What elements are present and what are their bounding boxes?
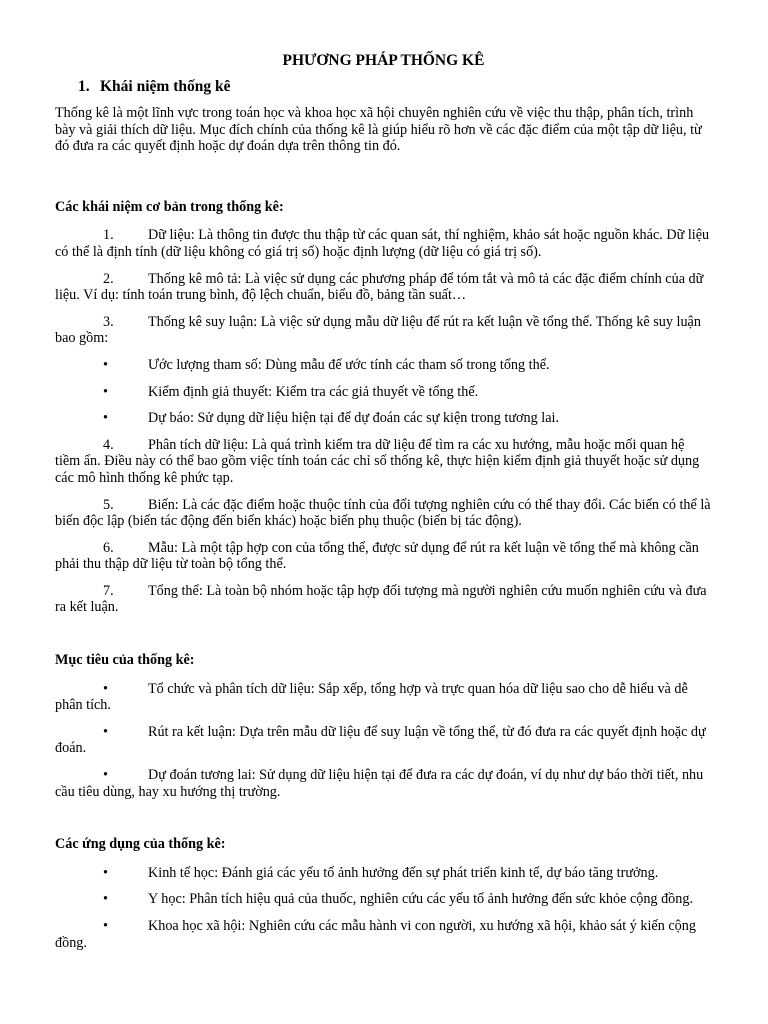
bullet-icon: • — [103, 410, 108, 427]
document-title: PHƯƠNG PHÁP THỐNG KÊ — [282, 52, 485, 69]
item-text: Tổng thể: Là toàn bộ nhóm hoặc tập hợp đối tượng mà người nghiên cứu muốn nghiên cứu và đưa ra kết luận. — [55, 582, 707, 616]
item-number: 6. — [103, 539, 114, 556]
bullet-icon: • — [103, 356, 108, 373]
concept-item — [55, 583, 712, 616]
bullet-icon: • — [103, 891, 108, 908]
bullet-icon: • — [103, 383, 108, 400]
bullet-item — [55, 865, 712, 882]
bullet-item — [55, 918, 712, 951]
bullet-icon: • — [103, 864, 108, 881]
bullet-icon: • — [103, 723, 108, 740]
item-text: Biến: Là các đặc điểm hoặc thuộc tính của đối tượng nghiên cứu có thể thay đổi. Các biến có thể là biến độc lập (biến tác động đến biến khác) hoặc biến phụ thuộc (biến bị tác động). — [55, 496, 711, 530]
concepts-heading: Các khái niệm cơ bản trong thống kê: — [55, 198, 284, 215]
item-number: 7. — [103, 582, 114, 599]
bullet-item — [55, 767, 712, 800]
bullet-item — [55, 724, 712, 757]
bullet-text: Ước lượng tham số: Dùng mẫu để ước tính các tham số trong tổng thể. — [148, 356, 550, 373]
bullet-item — [55, 384, 712, 401]
bullet-item — [55, 681, 712, 714]
bullet-text: Rút ra kết luận: Dựa trên mẫu dữ liệu để suy luận về tổng thể, từ đó đưa ra các quyết định hoặc dự đoán. — [55, 723, 706, 757]
bullet-item — [55, 410, 712, 427]
item-number: 3. — [103, 313, 114, 330]
item-number: 1. — [103, 227, 114, 244]
section-heading-text: Khái niệm thống kê — [100, 78, 231, 95]
bullet-text: Dự báo: Sử dụng dữ liệu hiện tại để dự đoán các sự kiện trong tương lai. — [148, 410, 560, 427]
item-text: Dữ liệu: Là thông tin được thu thập từ các quan sát, thí nghiệm, khảo sát hoặc nguồn khác. Dữ liệu có thể là định tính (dữ liệu không có giá trị số) hoặc định lượng (dữ liệu có giá trị số). — [55, 227, 710, 260]
concept-item — [55, 271, 712, 304]
bullet-text: Kiểm định giả thuyết: Kiểm tra các giả thuyết về tổng thể. — [148, 383, 479, 400]
bullet-icon: • — [103, 680, 108, 697]
concept-item — [55, 497, 712, 530]
goals-heading: Mục tiêu của thống kê: — [55, 652, 195, 669]
concept-item — [55, 314, 712, 347]
bullet-icon: • — [103, 918, 108, 934]
item-text: Thống kê mô tả: Là việc sử dụng các phương pháp để tóm tắt và mô tả các đặc điểm chính của dữ liệu. Ví dụ: tính toán trung bình, độ lệch chuẩn, biểu đồ, bảng tần suất… — [55, 270, 704, 304]
concept-item — [55, 227, 712, 260]
concept-item — [55, 540, 712, 573]
bullet-text: Dự đoán tương lai: Sử dụng dữ liệu hiện tại để đưa ra các dự đoán, ví dụ như dự báo thời tiết, nhu cầu tiêu dùng, hay xu hướng thị trường. — [55, 767, 704, 800]
item-number: 5. — [103, 496, 114, 513]
bullet-text: Tổ chức và phân tích dữ liệu: Sắp xếp, tổng hợp và trực quan hóa dữ liệu sao cho dễ hiểu và dễ phân tích. — [55, 680, 688, 714]
bullet-item — [55, 891, 712, 908]
item-number: 4. — [103, 436, 114, 453]
section-number: 1. — [78, 78, 90, 95]
concept-item — [55, 437, 712, 487]
intro-paragraph: Thống kê là một lĩnh vực trong toán học và khoa học xã hội chuyên nghiên cứu về việc thu thập, phân tích, trình bày và giải thích dữ liệu. Mục đích chính của thống kê là giúp hiểu rõ hơn về các đặc điểm của một tập dữ liệu, từ đó đưa ra các quyết định hoặc dự đoán dựa trên thông tin đó. — [55, 105, 702, 155]
item-text: Mẫu: Là một tập hợp con của tổng thể, được sử dụng để rút ra kết luận về tổng thể mà không cần phải thu thập dữ liệu từ toàn bộ tổng thể. — [55, 539, 699, 573]
item-text: Thống kê suy luận: Là việc sử dụng mẫu dữ liệu để rút ra kết luận về tổng thể. Thống kê suy luận bao gồm: — [55, 313, 701, 347]
applications-heading: Các ứng dụng của thống kê: — [55, 836, 226, 853]
bullet-text: Y học: Phân tích hiệu quả của thuốc, nghiên cứu các yếu tố ảnh hưởng đến sức khỏe cộng đồng. — [148, 891, 693, 908]
bullet-item — [55, 357, 712, 374]
item-text: Phân tích dữ liệu: Là quá trình kiểm tra dữ liệu để tìm ra các xu hướng, mẫu hoặc mối quan hệ tiềm ẩn. Điều này có thể bao gồm việc tính toán các chỉ số thống kê, thực hiện kiểm định giả thuyết hoặc sử dụng các mô hình thống kê phức tạp. — [55, 436, 700, 486]
item-number: 2. — [103, 270, 114, 287]
section-heading-1 — [78, 78, 712, 96]
bullet-text: Khoa học xã hội: Nghiên cứu các mẫu hành vi con người, xu hướng xã hội, khảo sát ý kiến cộng đồng. — [55, 918, 696, 951]
bullet-text: Kinh tế học: Đánh giá các yếu tố ảnh hưởng đến sự phát triển kinh tế, dự báo tăng trưởng. — [148, 864, 659, 881]
bullet-icon: • — [103, 767, 108, 784]
